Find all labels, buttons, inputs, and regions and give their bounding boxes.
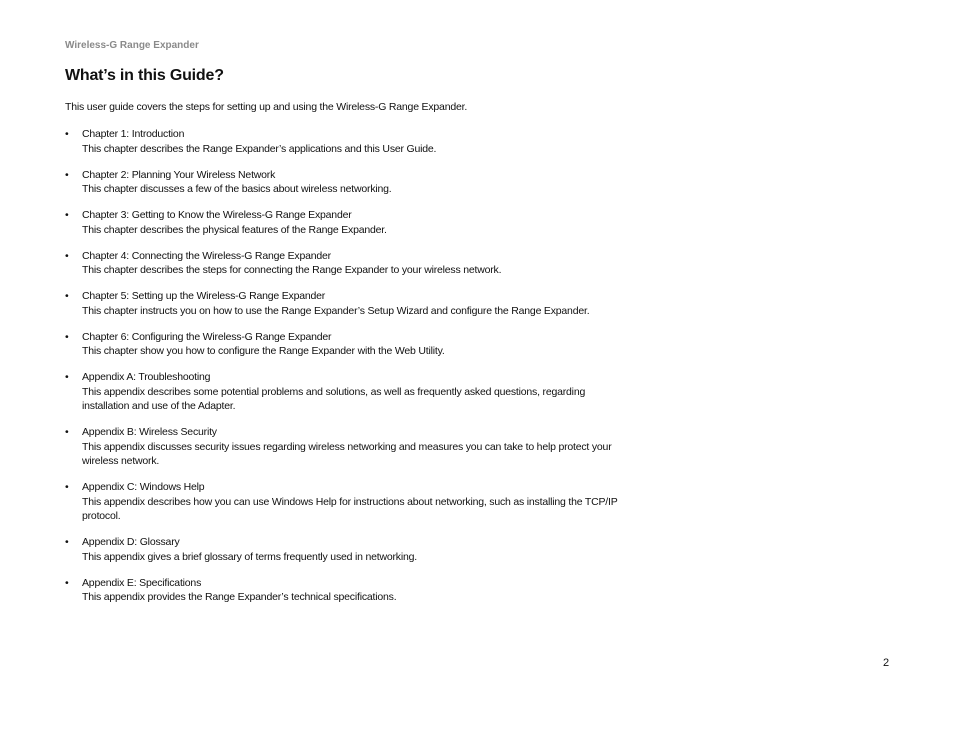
bullet: • — [65, 536, 69, 548]
chapter-description: This chapter describes the Range Expander’s applications and this User Guide. — [82, 142, 437, 155]
chapter-item — [65, 127, 625, 156]
bullet: • — [65, 128, 69, 140]
running-header: Wireless-G Range Expander — [65, 40, 199, 51]
chapter-description: This appendix discusses security issues regarding wireless networking and measures you can take to help protect your wireless network. — [82, 440, 612, 467]
chapter-item — [65, 576, 625, 605]
chapter-item — [65, 480, 625, 524]
chapter-title: Appendix D: Glossary — [82, 536, 180, 548]
chapter-title: Chapter 2: Planning Your Wireless Network — [82, 168, 276, 181]
chapter-title: Chapter 3: Getting to Know the Wireless-G Range Expander — [82, 209, 352, 221]
chapter-item — [65, 289, 625, 318]
bullet: • — [65, 426, 69, 438]
chapter-item — [65, 370, 625, 414]
chapter-title: Appendix A: Troubleshooting — [82, 371, 211, 383]
bullet: • — [65, 330, 69, 343]
bullet: • — [65, 576, 69, 589]
chapter-title: Appendix C: Windows Help — [82, 481, 205, 493]
chapter-list — [65, 127, 625, 616]
chapter-description: This chapter instructs you on how to use the Range Expander’s Setup Wizard and configure the Range Expander. — [82, 304, 590, 317]
chapter-title: Chapter 6: Configuring the Wireless-G Range Expander — [82, 330, 332, 343]
page-title: What’s in this Guide? — [65, 67, 224, 84]
bullet: • — [65, 481, 69, 493]
chapter-description: This chapter discusses a few of the basics about wireless networking. — [82, 183, 392, 195]
bullet: • — [65, 371, 69, 383]
page-number: 2 — [883, 657, 890, 669]
chapter-description: This appendix describes how you can use Windows Help for instructions about networking, such as installing the TCP/IP protocol. — [82, 495, 618, 522]
chapter-description: This appendix provides the Range Expander’s technical specifications. — [82, 591, 397, 603]
intro-paragraph: This user guide covers the steps for setting up and using the Wireless-G Range Expander. — [65, 101, 468, 113]
chapter-item — [65, 208, 625, 237]
chapter-title: Appendix B: Wireless Security — [82, 426, 217, 438]
chapter-item — [65, 330, 625, 359]
chapter-description: This appendix gives a brief glossary of terms frequently used in networking. — [82, 550, 417, 563]
chapter-item — [65, 535, 625, 564]
chapter-item — [65, 168, 625, 197]
chapter-title: Chapter 5: Setting up the Wireless-G Range Expander — [82, 290, 326, 302]
chapter-title: Chapter 4: Connecting the Wireless-G Range Expander — [82, 249, 331, 262]
chapter-description: This appendix describes some potential problems and solutions, as well as frequently asked questions, regarding installation and use of the Adapter. — [82, 385, 586, 412]
chapter-description: This chapter describes the physical features of the Range Expander. — [82, 223, 387, 236]
chapter-item — [65, 425, 625, 469]
bullet: • — [65, 249, 69, 262]
bullet: • — [65, 209, 69, 221]
chapter-item — [65, 249, 625, 278]
chapter-description: This chapter describes the steps for connecting the Range Expander to your wireless network. — [82, 264, 502, 276]
chapter-title: Appendix E: Specifications — [82, 576, 202, 589]
chapter-title: Chapter 1: Introduction — [82, 128, 185, 140]
chapter-description: This chapter show you how to configure the Range Expander with the Web Utility. — [82, 345, 445, 357]
bullet: • — [65, 290, 69, 302]
bullet: • — [65, 168, 69, 181]
